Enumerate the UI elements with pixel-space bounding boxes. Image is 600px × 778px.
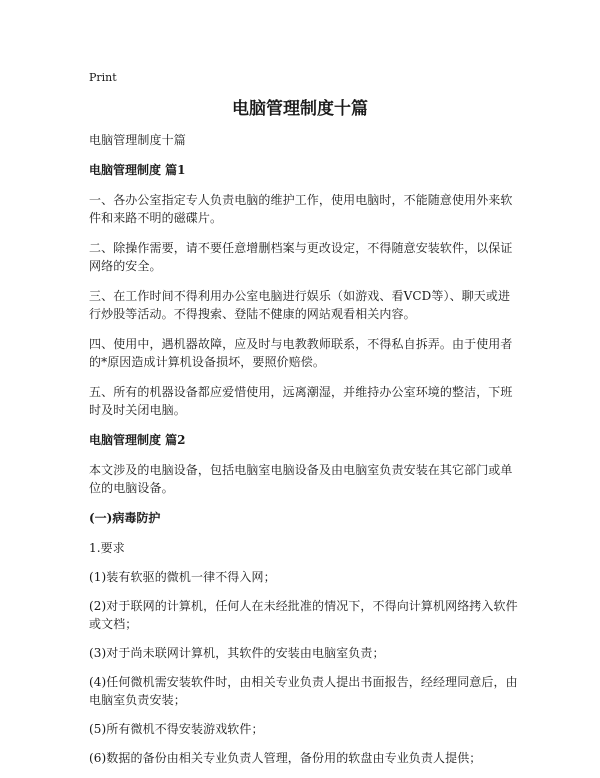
print-label[interactable]: Print [89,71,117,84]
paragraph: 四、使用中，遇机器故障，应及时与电教教师联系，不得私自拆弄。由于使用者的*原因造成计算机设备损坏，要照价赔偿。 [89,337,513,369]
list-item: (2)对于联网的计算机，任何人在未经批准的情况下，不得向计算机网络拷入软件或文档； [89,599,518,631]
section-heading: 电脑管理制度 篇2 [89,433,186,447]
list-item: (6)数据的备份由相关专业负责人管理，备份用的软盘由专业负责人提供； [89,751,482,765]
list-item: (1)装有软驱的微机一律不得入网； [89,570,276,584]
document-subtitle: 电脑管理制度十篇 [89,133,186,147]
list-item: (3)对于尚未联网计算机，其软件的安装由电脑室负责； [89,646,385,660]
section-heading: 电脑管理制度 篇1 [89,163,186,177]
paragraph: 一、各办公室指定专人负责电脑的维护工作，使用电脑时，不能随意使用外来软件和来路不明的磁碟片。 [89,193,513,225]
document-title: 电脑管理制度十篇 [232,99,368,119]
paragraph: 1.要求 [89,541,125,555]
paragraph: 三、在工作时间不得利用办公室电脑进行娱乐（如游戏、看VCD等）、聊天或进行炒股等活动。不得搜索、登陆不健康的网站观看相关内容。 [89,289,511,321]
paragraph: 本文涉及的电脑设备，包括电脑室电脑设备及由电脑室负责安装在其它部门或单位的电脑设备。 [89,463,513,495]
list-item: (5)所有微机不得安装游戏软件； [89,722,264,736]
paragraph: 二、除操作需要，请不要任意增删档案与更改设定，不得随意安装软件，以保证网络的安全。 [89,241,513,273]
paragraph: 五、所有的机器设备都应爱惜使用，远离潮湿，并维持办公室环境的整洁，下班时及时关闭电脑。 [89,385,513,417]
document-body [89,131,518,778]
list-item: (4)任何微机需安装软件时，由相关专业负责人提出书面报告，经经理同意后，由电脑室负责安装； [89,675,518,707]
subsection-heading: (一)病毒防护 [89,511,161,525]
